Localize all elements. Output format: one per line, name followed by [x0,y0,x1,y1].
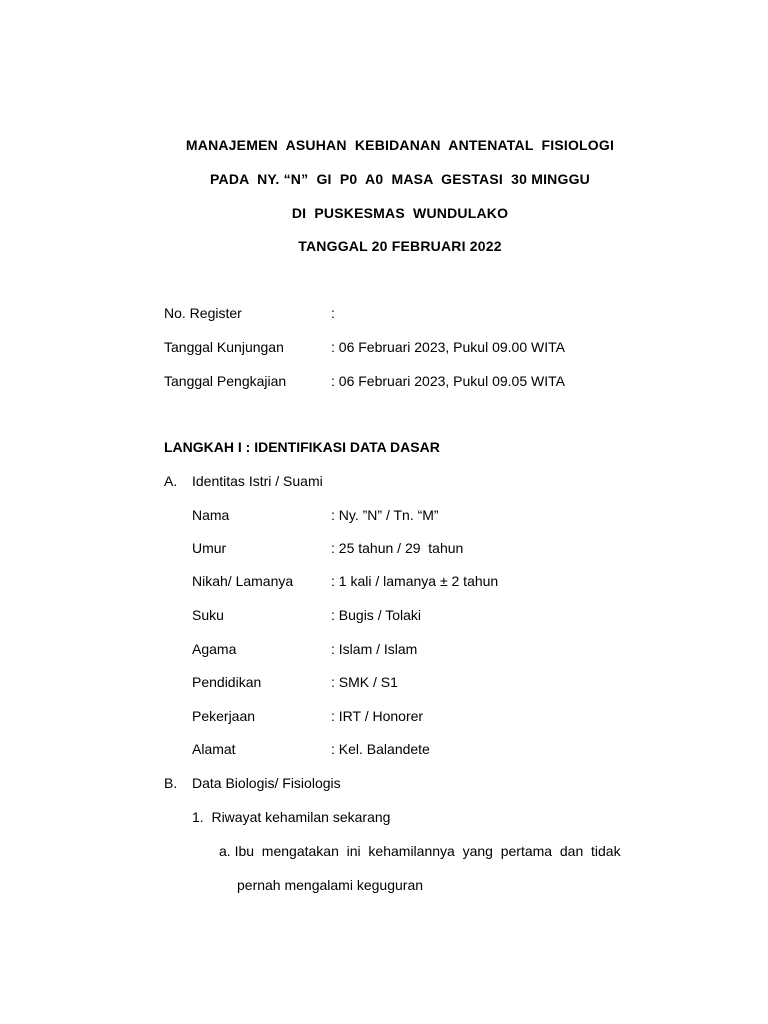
field-label-agama: Agama [192,641,237,657]
section-a-title: Identitas Istri / Suami [192,473,323,489]
visit-date-value: : 06 Februari 2023, Pukul 09.00 WITA [331,339,565,355]
document-title-line-2: PADA NY. “N” GI P0 A0 MASA GESTASI 30 MINGGU [210,171,590,187]
section-b-title: Data Biologis/ Fisiologis [192,775,341,791]
register-label: No. Register [164,305,242,321]
field-label-alamat: Alamat [192,741,236,757]
field-value-nama: : Ny. ”N” / Tn. “M” [331,507,439,523]
field-label-nama: Nama [192,507,230,523]
field-label-pekerjaan: Pekerjaan [192,708,256,724]
field-label-suku: Suku [192,607,224,623]
field-label-umur: Umur [192,540,227,556]
field-value-suku: : Bugis / Tolaki [331,607,422,623]
field-value-pendidikan: : SMK / S1 [331,674,398,690]
assessment-date-label: Tanggal Pengkajian [164,373,287,389]
section-b-marker: B. [164,775,178,791]
field-value-nikah: : 1 kali / lamanya ± 2 tahun [331,573,499,589]
pregnancy-history-item: 1. Riwayat kehamilan sekarang [192,809,391,825]
assessment-date-value: : 06 Februari 2023, Pukul 09.05 WITA [331,373,565,389]
field-value-alamat: : Kel. Balandete [331,741,430,757]
document-title-line-3: DI PUSKESMAS WUNDULAKO [291,205,509,221]
field-value-umur: : 25 tahun / 29 tahun [331,540,464,556]
field-label-nikah: Nikah/ Lamanya [192,573,294,589]
section-a-marker: A. [164,473,178,489]
document-title-line-4: TANGGAL 20 FEBRUARI 2022 [298,238,502,254]
field-value-agama: : Islam / Islam [331,641,418,657]
field-value-pekerjaan: : IRT / Honorer [331,708,424,724]
pregnancy-history-point-a-line-2: pernah mengalami keguguran [237,877,424,893]
pregnancy-history-point-a-line-1: a. Ibu mengatakan ini kehamilannya yang pertama dan tidak [219,843,621,859]
field-label-pendidikan: Pendidikan [192,674,262,690]
document-title-line-1: MANAJEMEN ASUHAN KEBIDANAN ANTENATAL FISIOLOGI [185,137,615,153]
visit-date-label: Tanggal Kunjungan [164,339,284,355]
register-value: : [331,305,335,321]
section-heading: LANGKAH I : IDENTIFIKASI DATA DASAR [164,439,440,455]
